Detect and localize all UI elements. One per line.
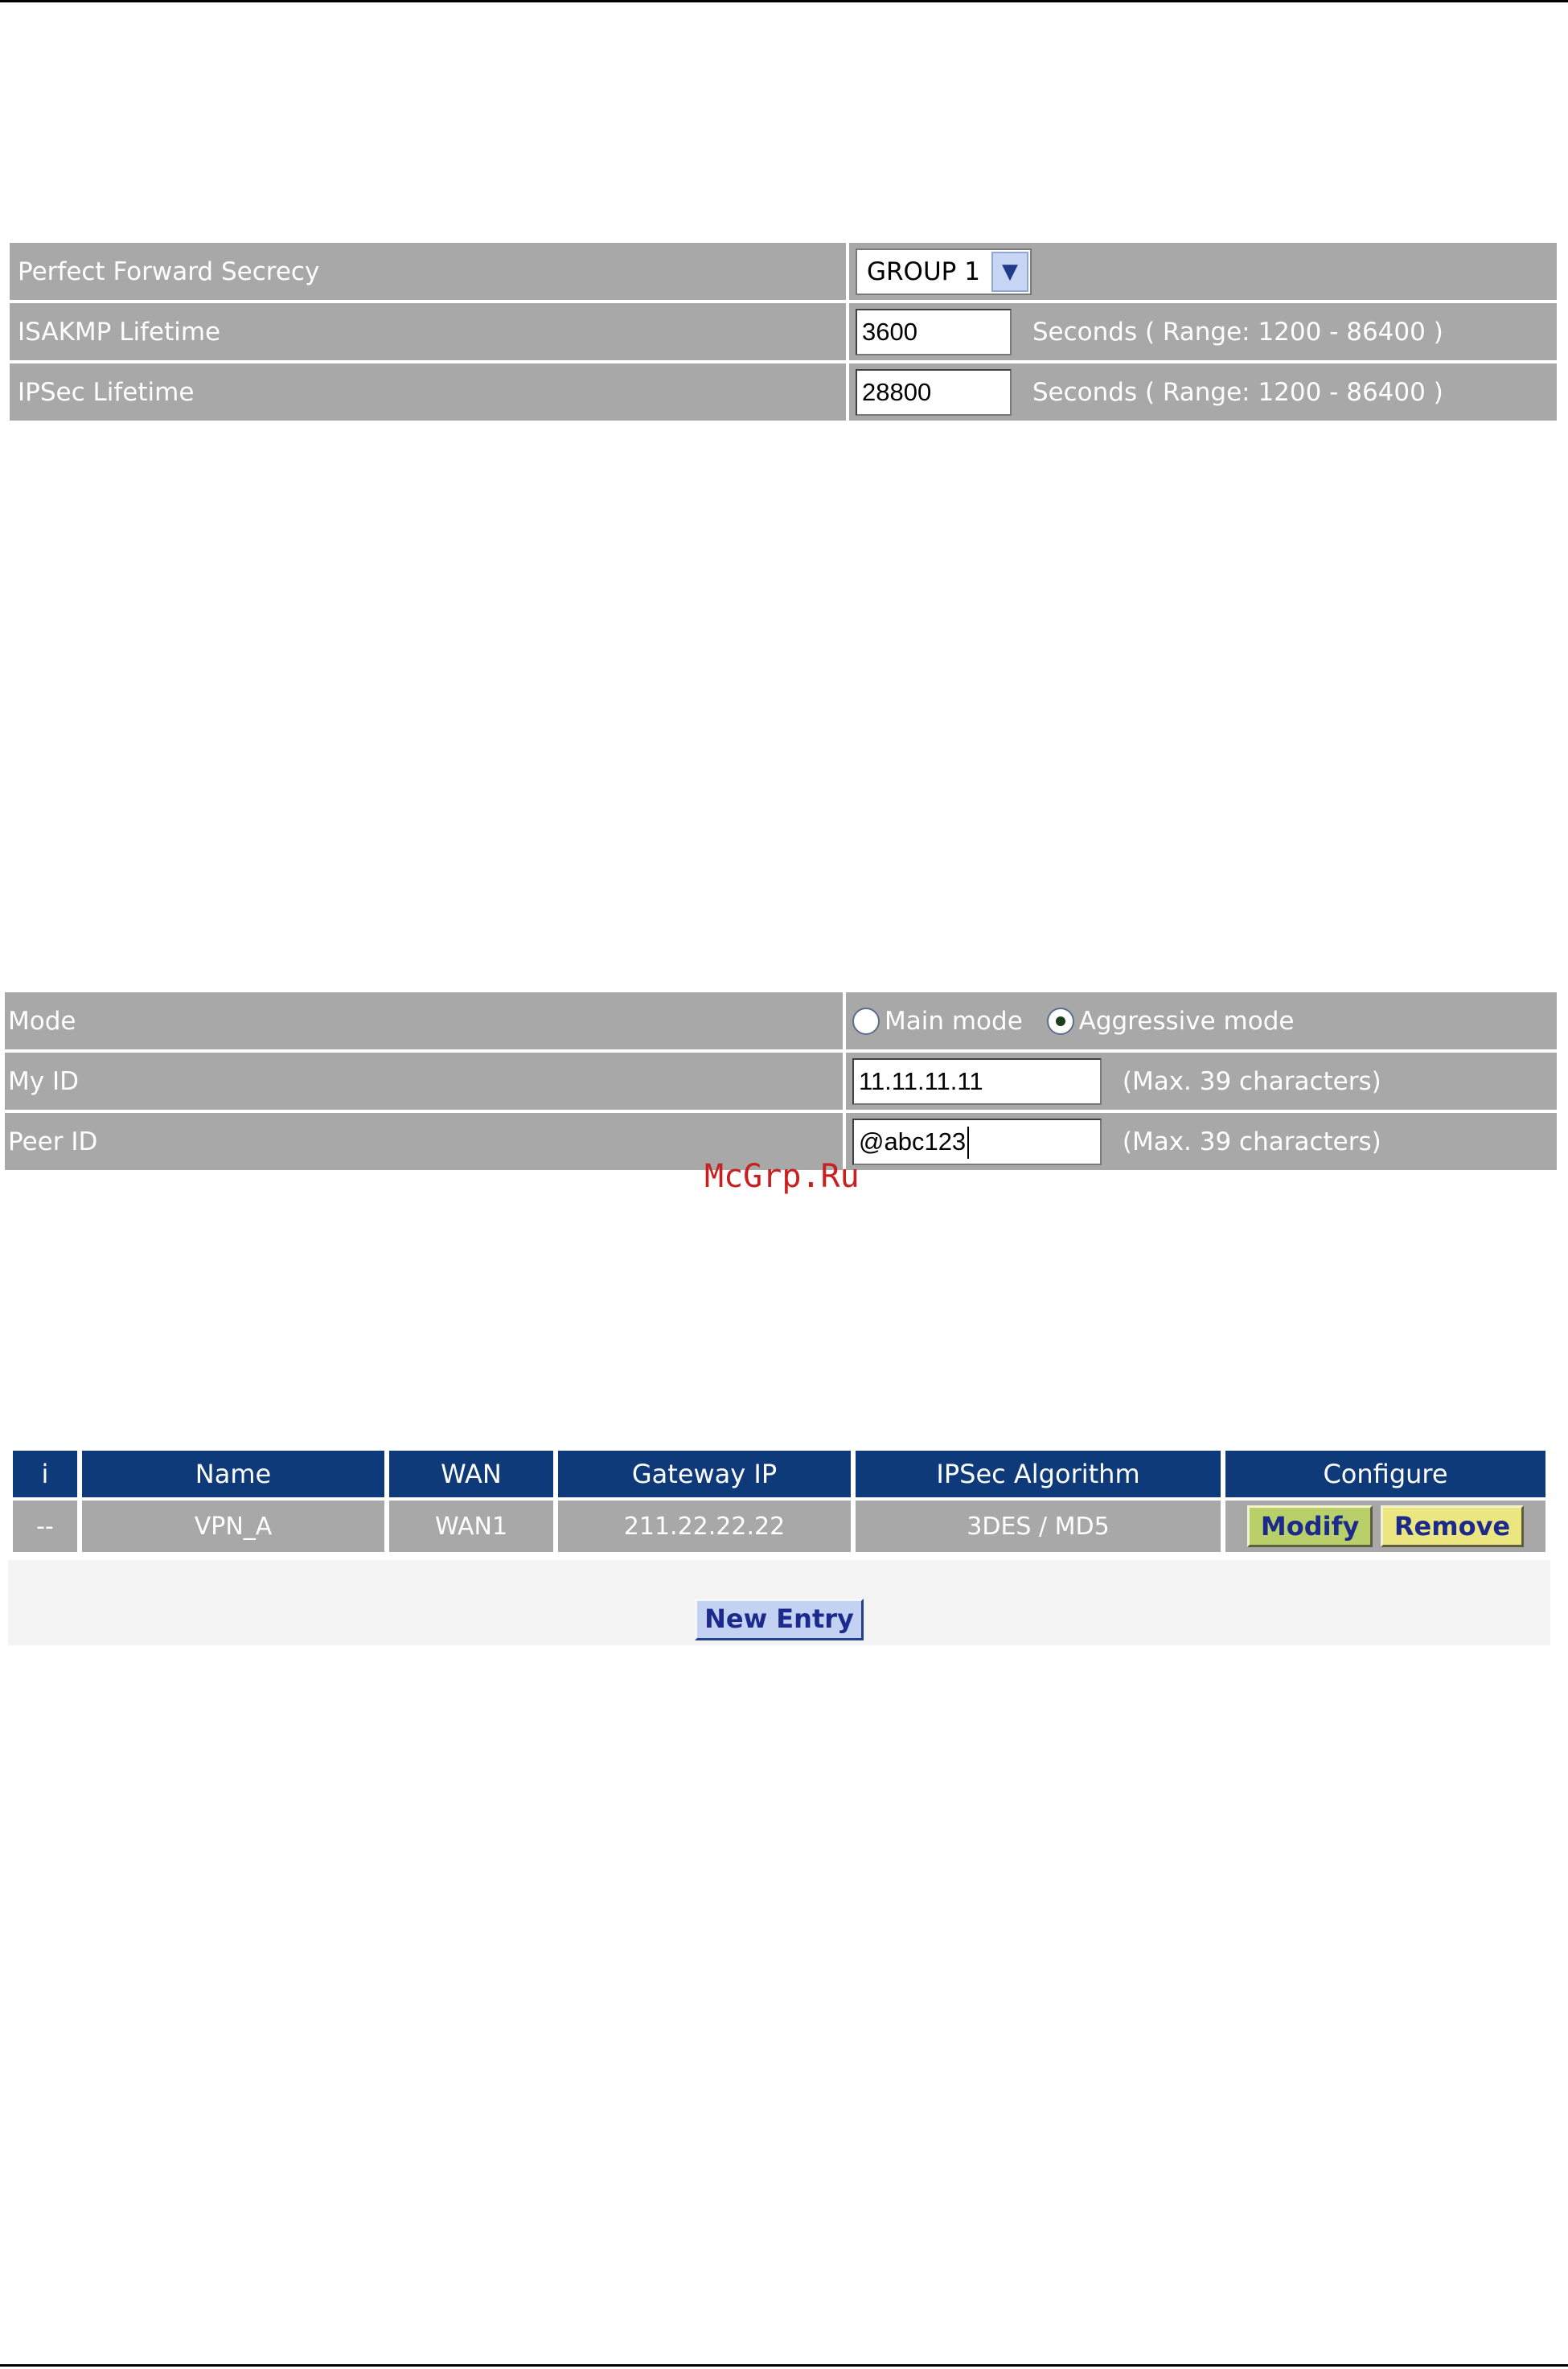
pfs-row [10, 243, 1557, 300]
row-gateway-ip: 211.22.22.22 [558, 1501, 851, 1552]
vpn-tunnel-table [8, 1447, 1550, 1555]
isakmp-lifetime-input[interactable]: 3600 [856, 309, 1012, 355]
isakmp-lifetime-row [10, 303, 1557, 360]
row-algorithm: 3DES / MD5 [856, 1501, 1221, 1552]
ike-mode-table [5, 989, 1557, 1173]
pfs-select-value: GROUP 1 [867, 257, 980, 286]
peer-id-label: Peer ID [5, 1113, 846, 1170]
row-index: -- [13, 1501, 77, 1552]
isakmp-lifetime-hint: Seconds ( Range: 1200 - 86400 ) [1032, 317, 1443, 347]
col-header-name: Name [82, 1451, 384, 1497]
modify-button[interactable]: Modify [1247, 1505, 1373, 1547]
vpn-table-header [13, 1451, 1545, 1497]
ipsec-lifetime-row [10, 363, 1557, 421]
ipsec-lifetime-label: IPSec Lifetime [10, 363, 849, 421]
new-entry-button[interactable]: New Entry [695, 1599, 864, 1640]
my-id-label: My ID [5, 1053, 846, 1110]
col-header-wan: WAN [389, 1451, 553, 1497]
peer-id-value: @abc123 [859, 1127, 967, 1156]
mode-label: Mode [5, 992, 846, 1049]
bottom-rule [0, 2364, 1568, 2367]
table-row [13, 1501, 1545, 1552]
row-name: VPN_A [82, 1501, 384, 1552]
aggressive-mode-label: Aggressive mode [1078, 1007, 1295, 1037]
text-caret [967, 1127, 969, 1159]
remove-button[interactable]: Remove [1381, 1505, 1524, 1547]
ipsec-lifetime-hint: Seconds ( Range: 1200 - 86400 ) [1032, 377, 1443, 407]
pfs-label: Perfect Forward Secrecy [10, 243, 849, 300]
col-header-ipsec-algorithm: IPSec Algorithm [856, 1451, 1221, 1497]
my-id-input[interactable]: 11.11.11.11 [852, 1058, 1102, 1105]
isakmp-lifetime-label: ISAKMP Lifetime [10, 303, 849, 360]
ipsec-settings-table [10, 240, 1557, 424]
ipsec-lifetime-input[interactable]: 28800 [856, 369, 1012, 416]
row-configure [1225, 1501, 1545, 1552]
my-id-hint: (Max. 39 characters) [1122, 1066, 1381, 1096]
col-header-configure: Configure [1225, 1451, 1545, 1497]
col-header-gateway-ip: Gateway IP [558, 1451, 851, 1497]
pfs-select[interactable] [856, 248, 1032, 295]
chevron-down-icon[interactable]: ▼ [991, 252, 1028, 292]
my-id-row [5, 1053, 1557, 1110]
main-mode-radio[interactable] [852, 1008, 880, 1035]
watermark: McGrp.Ru [704, 1158, 860, 1195]
col-header-index: i [13, 1451, 77, 1497]
peer-id-input[interactable] [852, 1119, 1102, 1165]
row-wan: WAN1 [389, 1501, 553, 1552]
aggressive-mode-radio[interactable] [1047, 1008, 1074, 1035]
top-rule [0, 0, 1568, 2]
mode-row [5, 992, 1557, 1049]
main-mode-label: Main mode [885, 1007, 1023, 1037]
peer-id-hint: (Max. 39 characters) [1122, 1127, 1381, 1156]
